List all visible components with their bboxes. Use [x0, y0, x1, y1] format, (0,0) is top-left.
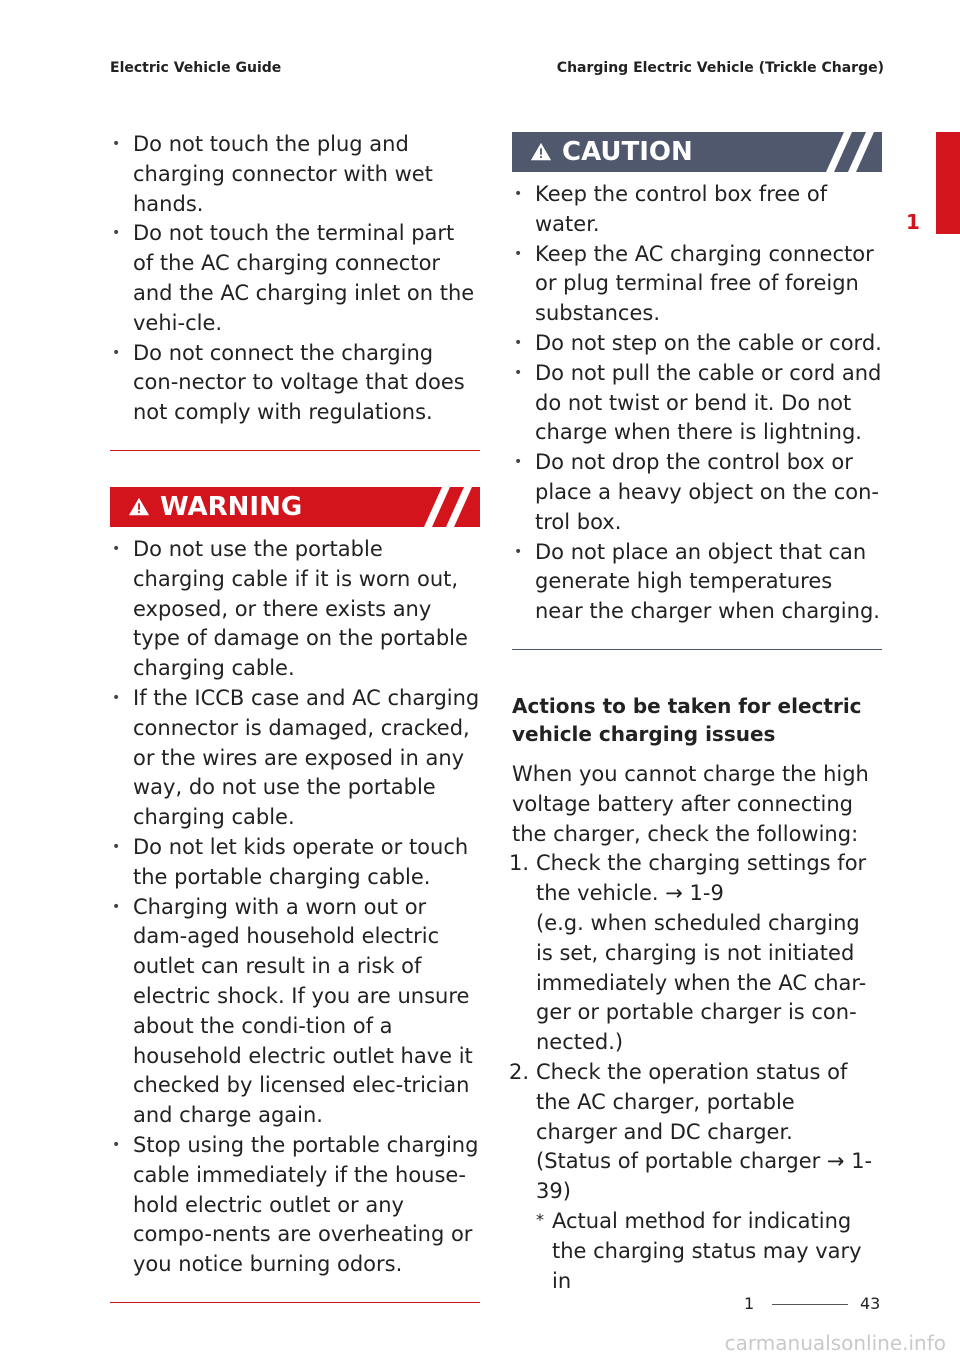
warning-bullet-list: [110, 535, 480, 1280]
watermark: carmanualsonline.info: [724, 1331, 946, 1355]
warning-triangle-icon: [530, 141, 552, 163]
note-text: Actual method for indicating the charging status may vary in: [552, 1208, 862, 1293]
caution-bullet-list: [512, 180, 882, 627]
list-item: [509, 1058, 882, 1296]
list-item: • Do not touch the terminal part of the AC charging connector and the AC charging inlet on the vehi-cle.: [110, 219, 480, 338]
step-note: [536, 1207, 882, 1296]
section-divider: [110, 450, 480, 451]
list-item: • Do not step on the cable or cord.: [512, 329, 882, 359]
step-number: 1.: [509, 851, 530, 876]
step-text: Check the charging settings for the vehicle. → 1-9: [536, 851, 867, 906]
list-item: • Do not drop the control box or place a heavy object on the con-trol box.: [512, 448, 882, 537]
list-item: • Do not let kids operate or touch the portable charging cable.: [110, 833, 480, 893]
running-header-right: Charging Electric Vehicle (Trickle Charge): [556, 60, 884, 76]
list-item: • Do not connect the charging con-nector to voltage that does not comply with regulations.: [110, 339, 480, 428]
footer-divider: [772, 1304, 848, 1305]
step-number: 2.: [509, 1059, 530, 1084]
right-column: [509, 132, 882, 1296]
chapter-tab: [936, 132, 960, 234]
step-text: Check the operation status of the AC charger, portable charger and DC charger.: [536, 1059, 848, 1144]
banner-stripes: [822, 132, 882, 172]
warning-label: WARNING: [160, 491, 303, 522]
caution-label: CAUTION: [562, 137, 693, 167]
list-item: • Charging with a worn out or dam-aged household electric outlet can result in a risk of electric shock. If you are unsure about the condi-tion of a household electric outlet have it checked by licensed elec-trician and charge again.: [110, 893, 480, 1131]
list-item: • Keep the AC charging connector or plug terminal free of foreign substances.: [512, 240, 882, 329]
list-item: • Keep the control box free of water.: [512, 180, 882, 240]
steps-list: [509, 849, 882, 1296]
warning-triangle-icon: [128, 496, 150, 518]
left-column: [110, 130, 480, 1303]
list-item: [509, 849, 882, 1058]
top-bullet-list: [110, 130, 480, 428]
section-divider: [110, 1302, 480, 1303]
caution-banner: [512, 132, 882, 172]
intro-paragraph: When you cannot charge the high voltage battery after connecting the charger, check the following:: [512, 761, 869, 846]
section-title: Actions to be taken for electric vehicle charging issues: [512, 693, 862, 746]
running-header-left: Electric Vehicle Guide: [110, 60, 282, 76]
banner-stripes: [420, 487, 480, 527]
chapter-tab-number: 1: [906, 210, 920, 234]
warning-banner: [110, 487, 480, 527]
step-detail: (Status of portable charger → 1-39): [536, 1149, 873, 1204]
page-number: 43: [860, 1294, 881, 1313]
footer-chapter-number: 1: [744, 1294, 755, 1313]
note-asterisk: *: [536, 1209, 544, 1229]
list-item: • Stop using the portable charging cable immediately if the house-hold electric outlet or any compo-nents are overheating or you notice burning odors.: [110, 1131, 480, 1280]
list-item: • Do not touch the plug and charging connector with wet hands.: [110, 130, 480, 219]
step-detail: (e.g. when scheduled charging is set, charging is not initiated immediately when the AC char-ger or portable charger is con-nected.): [536, 910, 867, 1055]
list-item: • Do not use the portable charging cable if it is worn out, exposed, or there exists any type of damage on the portable charging cable.: [110, 535, 480, 684]
list-item: • Do not place an object that can generate high temperatures near the charger when charging.: [512, 538, 882, 627]
section-divider: [512, 649, 882, 650]
list-item: • Do not pull the cable or cord and do not twist or bend it. Do not charge when there is lightning.: [512, 359, 882, 448]
list-item: • If the ICCB case and AC charging connector is damaged, cracked, or the wires are exposed in any way, do not use the portable charging cable.: [110, 684, 480, 833]
